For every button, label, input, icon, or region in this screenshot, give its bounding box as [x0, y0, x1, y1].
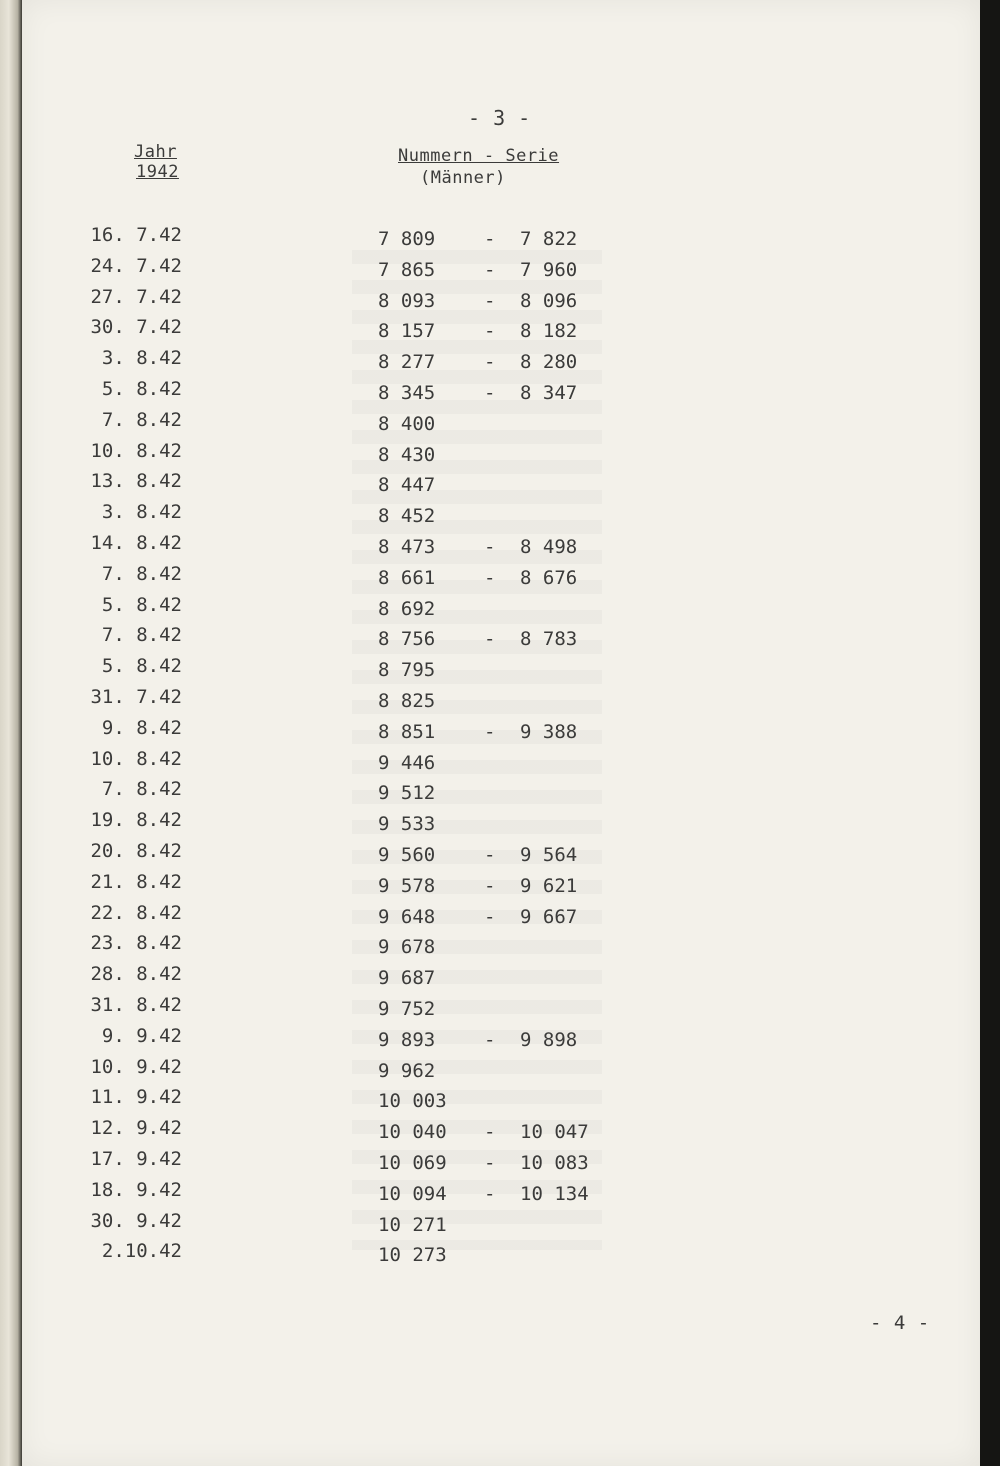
row-to: 8 280 — [520, 351, 578, 374]
table-row — [0, 409, 960, 439]
row-dash: - — [484, 874, 496, 897]
table-row — [0, 532, 960, 562]
row-date: 7. 8.42 — [101, 408, 182, 431]
row-to: 10 047 — [520, 1121, 589, 1144]
row-date: 13. 8.42 — [90, 470, 182, 493]
page-number: - 3 - — [468, 106, 531, 130]
row-date: 31. 7.42 — [90, 686, 182, 708]
row-to: 7 960 — [520, 258, 578, 281]
row-dash: - — [484, 1028, 496, 1051]
table-row — [0, 286, 960, 316]
row-date: 3. 8.42 — [101, 347, 182, 370]
table-row — [0, 809, 960, 839]
row-dash: - — [484, 628, 496, 651]
row-from: 8 345 — [378, 382, 436, 404]
row-from: 8 473 — [378, 536, 436, 558]
table-row — [0, 501, 960, 531]
row-to: 9 621 — [520, 874, 578, 897]
row-to: 8 096 — [520, 289, 578, 312]
row-dash: - — [484, 351, 496, 374]
row-date: 20. 8.42 — [90, 840, 182, 862]
row-from: 10 069 — [378, 1152, 447, 1174]
row-from: 8 825 — [378, 690, 436, 712]
row-date: 14. 8.42 — [90, 532, 182, 554]
row-to: 9 667 — [520, 905, 578, 928]
row-date: 11. 9.42 — [90, 1086, 182, 1109]
row-to: 9 388 — [520, 720, 578, 743]
row-from: 8 277 — [378, 351, 436, 374]
row-from: 10 040 — [378, 1121, 447, 1144]
row-date: 10. 8.42 — [90, 747, 182, 770]
row-date: 3. 8.42 — [101, 501, 182, 524]
table-row — [0, 840, 960, 870]
row-from: 9 560 — [378, 844, 436, 866]
row-date: 21. 8.42 — [90, 870, 182, 893]
background-right — [980, 0, 1000, 1466]
next-page-marker: - 4 - — [870, 1312, 930, 1334]
row-from: 9 446 — [378, 751, 436, 774]
table-row — [0, 1148, 960, 1178]
row-date: 30. 9.42 — [90, 1209, 182, 1232]
row-from: 8 452 — [378, 505, 436, 528]
table-row — [0, 1179, 960, 1209]
table-row — [0, 440, 960, 470]
row-from: 8 692 — [378, 597, 436, 620]
column-header-sub: (Männer) — [420, 168, 506, 188]
table-row — [0, 255, 960, 285]
row-dash: - — [484, 1152, 496, 1174]
row-to: 9 898 — [520, 1028, 578, 1051]
row-from: 9 962 — [378, 1059, 436, 1082]
row-date: 23. 8.42 — [90, 932, 182, 955]
table-row — [0, 563, 960, 593]
table-row — [0, 316, 960, 346]
table-row — [0, 1025, 960, 1055]
row-to: 8 783 — [520, 628, 578, 651]
row-from: 10 273 — [378, 1244, 447, 1267]
row-date: 16. 7.42 — [90, 224, 182, 246]
row-from: 9 687 — [378, 967, 436, 990]
table-row — [0, 717, 960, 747]
row-from: 8 851 — [378, 720, 436, 743]
row-from: 9 752 — [378, 998, 436, 1020]
row-date: 9. 8.42 — [101, 716, 182, 739]
table-row — [0, 624, 960, 654]
row-to: 8 182 — [520, 320, 578, 343]
row-from: 8 157 — [378, 320, 436, 343]
table-row — [0, 1240, 960, 1270]
row-from: 8 430 — [378, 443, 436, 466]
row-dash: - — [484, 905, 496, 928]
row-date: 10. 9.42 — [90, 1055, 182, 1078]
table-row — [0, 655, 960, 685]
row-date: 5. 8.42 — [101, 593, 182, 616]
row-date: 7. 8.42 — [101, 778, 182, 801]
table-row — [0, 994, 960, 1024]
row-dash: - — [484, 844, 496, 866]
table-row — [0, 1210, 960, 1240]
row-to: 8 676 — [520, 566, 578, 589]
row-date: 19. 8.42 — [90, 809, 182, 832]
row-from: 8 400 — [378, 412, 436, 435]
table-row — [0, 470, 960, 500]
table-row — [0, 902, 960, 932]
table-row — [0, 224, 960, 254]
row-date: 9. 9.42 — [101, 1024, 182, 1047]
row-from: 10 094 — [378, 1182, 447, 1205]
table-row — [0, 1086, 960, 1116]
row-to: 9 564 — [520, 844, 578, 866]
row-date: 5. 8.42 — [101, 655, 182, 678]
row-date: 31. 8.42 — [90, 994, 182, 1016]
row-from: 7 809 — [378, 228, 436, 250]
table-row — [0, 1117, 960, 1147]
row-dash: - — [484, 720, 496, 743]
row-date: 2.10.42 — [101, 1240, 182, 1263]
row-from: 9 648 — [378, 905, 436, 928]
table-row — [0, 932, 960, 962]
row-from: 9 578 — [378, 874, 436, 897]
table-row — [0, 686, 960, 716]
column-header-series: Nummern - Serie — [398, 146, 560, 166]
row-dash: - — [484, 1121, 496, 1144]
row-date: 27. 7.42 — [90, 285, 182, 308]
table-row — [0, 748, 960, 778]
table-row — [0, 871, 960, 901]
row-date: 30. 7.42 — [90, 316, 182, 339]
row-dash: - — [484, 566, 496, 589]
row-to: 10 134 — [520, 1182, 589, 1205]
row-date: 5. 8.42 — [101, 378, 182, 400]
row-dash: - — [484, 382, 496, 404]
row-dash: - — [484, 536, 496, 558]
row-dash: - — [484, 289, 496, 312]
row-from: 9 512 — [378, 782, 436, 805]
row-dash: - — [484, 320, 496, 343]
row-from: 10 003 — [378, 1090, 447, 1113]
row-date: 24. 7.42 — [90, 254, 182, 277]
row-to: 10 083 — [520, 1152, 589, 1174]
row-from: 9 533 — [378, 813, 436, 836]
row-date: 12. 9.42 — [90, 1117, 182, 1140]
row-from: 8 093 — [378, 289, 436, 312]
column-header-jahr: Jahr — [134, 142, 177, 162]
row-from: 7 865 — [378, 258, 436, 281]
row-from: 10 271 — [378, 1213, 447, 1236]
table-row — [0, 778, 960, 808]
row-to: 7 822 — [520, 228, 578, 250]
row-from: 8 447 — [378, 474, 436, 497]
table-row — [0, 1056, 960, 1086]
row-from: 9 678 — [378, 936, 436, 959]
row-date: 7. 8.42 — [101, 624, 182, 647]
column-header-year: 1942 — [136, 162, 179, 182]
row-dash: - — [484, 228, 496, 250]
row-date: 22. 8.42 — [90, 901, 182, 924]
table-row — [0, 594, 960, 624]
row-from: 8 795 — [378, 659, 436, 682]
row-date: 10. 8.42 — [90, 439, 182, 462]
row-to: 8 498 — [520, 536, 578, 558]
row-to: 8 347 — [520, 382, 578, 404]
row-date: 18. 9.42 — [90, 1178, 182, 1201]
row-date: 17. 9.42 — [90, 1148, 182, 1170]
row-dash: - — [484, 1182, 496, 1205]
row-date: 28. 8.42 — [90, 963, 182, 986]
row-from: 8 661 — [378, 566, 436, 589]
row-date: 7. 8.42 — [101, 562, 182, 585]
table-row — [0, 347, 960, 377]
table-row — [0, 963, 960, 993]
row-from: 8 756 — [378, 628, 436, 651]
row-from: 9 893 — [378, 1028, 436, 1051]
table-row — [0, 378, 960, 408]
row-dash: - — [484, 258, 496, 281]
